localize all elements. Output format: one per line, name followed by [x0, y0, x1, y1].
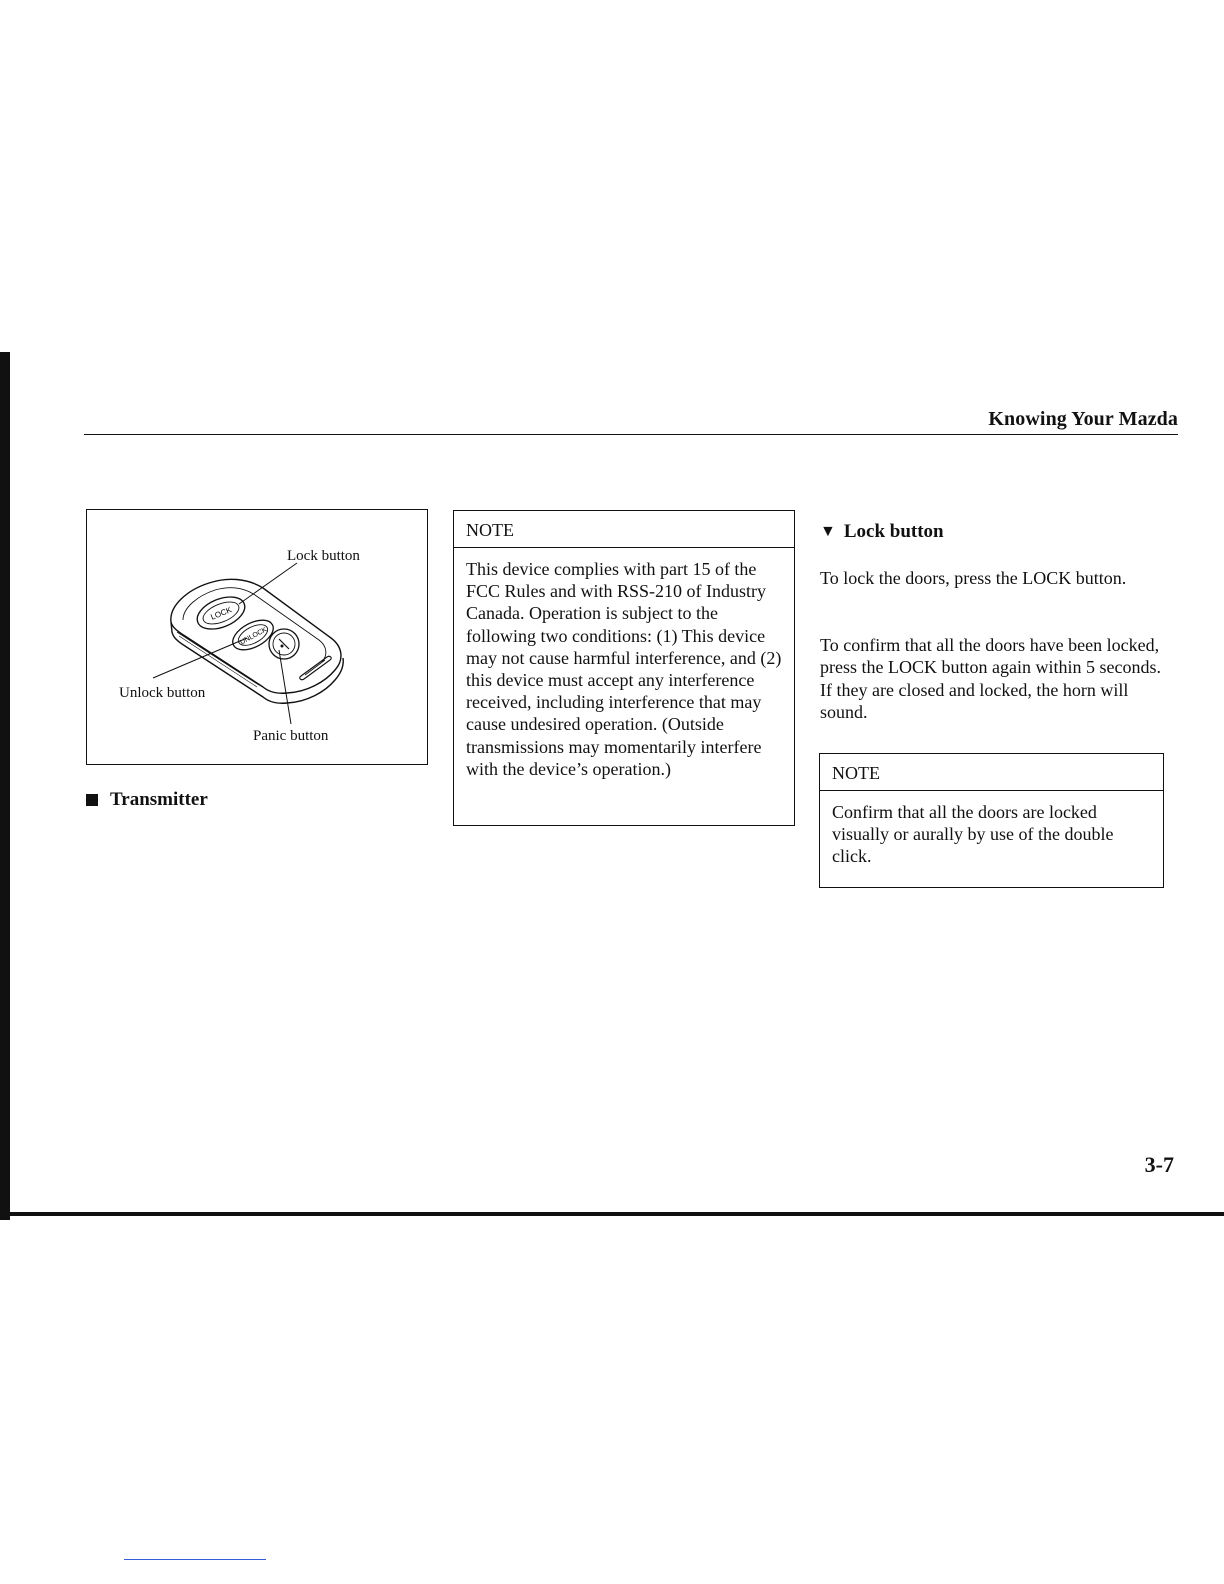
lock-note-body: Confirm that all the doors are locked visually or aurally by use of the double click.: [832, 802, 1114, 867]
triangle-down-icon: ▼: [820, 523, 836, 540]
fcc-note-box: [453, 510, 795, 826]
square-bullet-icon: [86, 794, 98, 806]
fcc-note-title: NOTE: [454, 511, 794, 548]
svg-text:UNLOCK: UNLOCK: [239, 626, 269, 647]
key-fob-illustration: [87, 510, 426, 763]
lock-button-callout: Lock button: [287, 548, 360, 564]
lock-paragraph-2: To confirm that all the doors have been locked, press the LOCK button again within 5 seconds. If they are closed and locked, the horn will sound.: [820, 635, 1161, 723]
lock-button-heading: [820, 521, 944, 543]
fcc-note-body: This device complies with part 15 of the FCC Rules and with RSS-210 of Industry Canada. Operation is subject to the following two conditions: (1) This device may not cause harmful interference, and (2) this device must accept any interference received, including interference that may cause undesired operation. (Outside transmissions may momentarily interfere with the device’s operation.): [466, 559, 782, 779]
left-binding-bar: [0, 352, 10, 1220]
lock-button-heading-text: Lock button: [843, 521, 944, 542]
bottom-rule: [0, 1212, 1224, 1216]
lock-note-box: [819, 753, 1164, 888]
figure-caption: [86, 789, 208, 811]
figure-caption-text: Transmitter: [110, 789, 208, 810]
lock-note-title: NOTE: [820, 754, 1163, 791]
lock-paragraph-1: To lock the doors, press the LOCK button.: [820, 568, 1127, 588]
header-rule: [84, 434, 1178, 435]
page-header-title: Knowing Your Mazda: [988, 408, 1178, 430]
bottom-decorative-line: [124, 1559, 266, 1560]
svg-text:LOCK: LOCK: [209, 605, 233, 622]
panic-button-callout: Panic button: [253, 728, 329, 744]
transmitter-figure: [86, 509, 428, 765]
panic-button-drawing: [269, 629, 299, 659]
page-number: 3-7: [1144, 1152, 1174, 1177]
unlock-button-callout: Unlock button: [119, 685, 206, 701]
